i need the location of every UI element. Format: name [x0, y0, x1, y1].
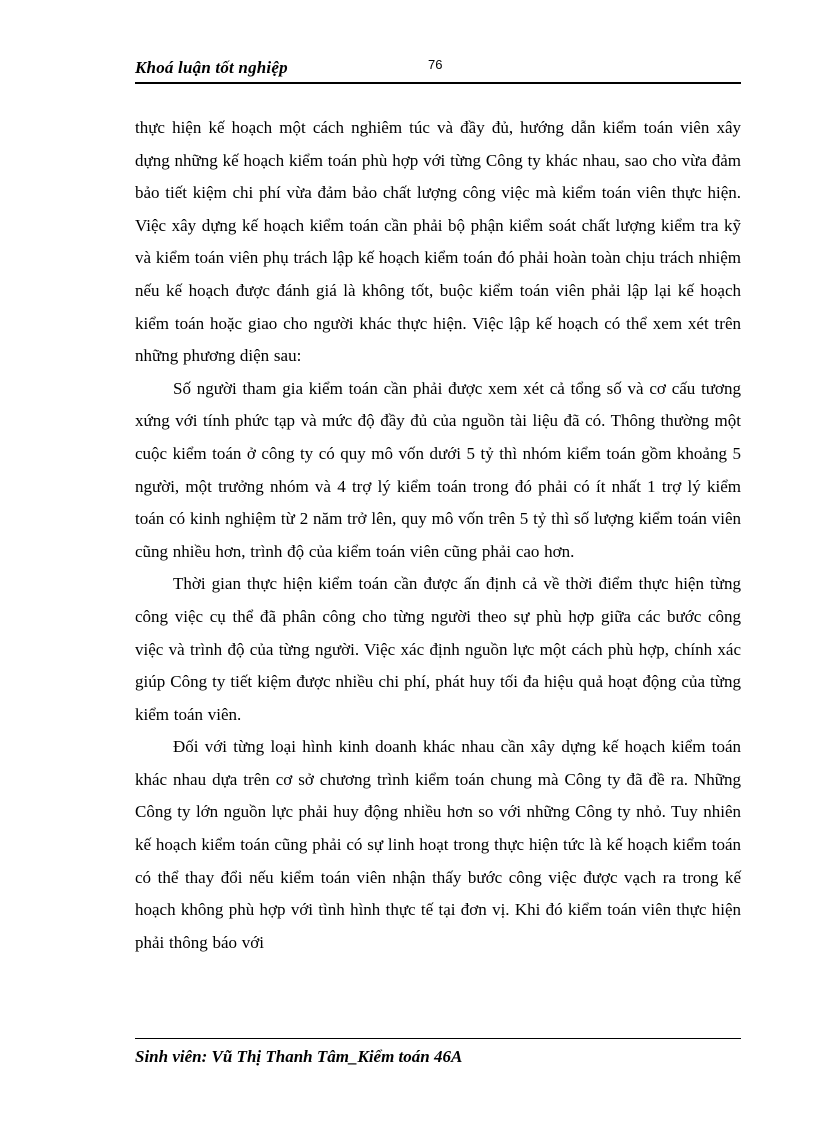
paragraph-business-types: Đối với từng loại hình kinh doanh khác nhau cần xây dựng kế hoạch kiểm toán khác nhau dựa trên cơ sở chương trình kiểm toán chung mà Công ty đã đề ra. Những Công ty lớn nguồn lực phải huy động nhiều hơn so với những Công ty nhỏ. Tuy nhiên kế hoạch kiểm toán cũng phải có sự linh hoạt trong thực hiện tức là kế hoạch kiểm toán có thể thay đổi nếu kiểm toán viên nhận thấy bước công việc được vạch ra trong kế hoạch không phù hợp với tình hình thực tế tại đơn vị. Khi đó kiểm toán viên thực hiện phải thông báo với	[135, 737, 741, 952]
paragraph-continuation: thực hiện kế hoạch một cách nghiêm túc và đầy đủ, hướng dẫn kiểm toán viên xây dựng những kế hoạch kiểm toán phù hợp với từng Công ty khác nhau, sao cho vừa đảm bảo tiết kiệm chi phí vừa đảm bảo chất lượng công việc mà kiểm toán viên thực hiện. Việc xây dựng kế hoạch kiểm toán cần phải bộ phận kiểm soát chất lượng kiểm tra kỹ và kiểm toán viên phụ trách lập kế hoạch kiểm toán đó phải hoàn toàn chịu trách nhiệm nếu kế hoạch được đánh giá là không tốt, buộc kiểm toán viên phải lập lại kế hoạch kiểm toán hoặc giao cho người khác thực hiện. Việc lập kế hoạch có thể xem xét trên những phương diện sau:	[135, 118, 741, 366]
page-footer	[135, 1038, 741, 1066]
page-number: 76	[428, 57, 443, 72]
document-title: Khoá luận tốt nghiệp	[135, 58, 288, 77]
page-header	[135, 52, 741, 84]
student-info: Sinh viên: Vũ Thị Thanh Tâm_Kiểm toán 46A	[135, 1047, 463, 1066]
paragraph-audit-team-size: Số người tham gia kiểm toán cần phải được xem xét cả tổng số và cơ cấu tương xứng với tính phức tạp và mức độ đầy đủ của nguồn tài liệu đã có. Thông thường một cuộc kiểm toán ở công ty có quy mô vốn dưới 5 tỷ thì nhóm kiểm toán gồm khoảng 5 người, một trưởng nhóm và 4 trợ lý kiểm toán trong đó phải có ít nhất 1 trợ lý kiểm toán có kinh nghiệm từ 2 năm trở lên, quy mô vốn trên 5 tỷ thì số lượng kiểm toán viên cũng nhiều hơn, trình độ của kiểm toán viên cũng phải cao hơn.	[135, 378, 741, 561]
paragraph-audit-timing: Thời gian thực hiện kiểm toán cần được ấn định cả về thời điểm thực hiện từng công việc cụ thể đã phân công cho từng người theo sự phù hợp giữa các bước công việc và trình độ của từng người. Việc xác định nguồn lực một cách phù hợp, chính xác giúp Công ty tiết kiệm được nhiều chi phí, phát huy tối đa hiệu quả hoạt động của từng kiểm toán viên.	[135, 574, 741, 724]
body-text	[135, 112, 741, 959]
